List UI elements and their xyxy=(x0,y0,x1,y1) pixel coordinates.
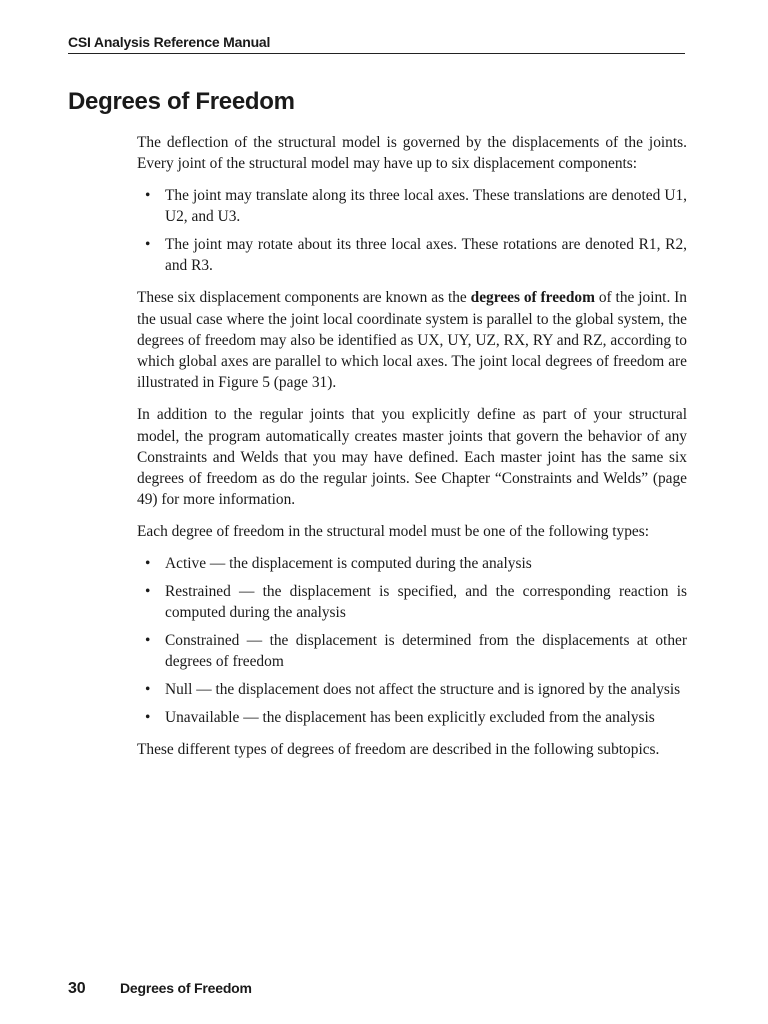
bullet-icon: • xyxy=(145,631,151,649)
bullet-icon: • xyxy=(145,236,151,254)
page-footer xyxy=(68,980,252,998)
bullet-icon: • xyxy=(145,681,151,699)
page-title: Degrees of Freedom xyxy=(68,88,295,115)
list-item xyxy=(137,707,687,728)
bullet-icon: • xyxy=(145,708,151,726)
list-item xyxy=(137,581,687,624)
list-item-text: Constrained — the displacement is determined from the displacements at other degrees of freedom xyxy=(165,631,687,671)
list-item-text: The joint may rotate about its three local axes. These rotations are denoted R1, R2, and R3. xyxy=(165,236,687,275)
bullet-icon: • xyxy=(145,187,151,205)
list-item-text: Unavailable — the displacement has been explicitly excluded from the analysis xyxy=(165,708,655,726)
running-header: CSI Analysis Reference Manual xyxy=(68,34,685,54)
dof-paragraph xyxy=(137,287,687,393)
master-joints-paragraph: In addition to the regular joints that you explicitly define as part of your structural model, the program automatically creates master joints that govern the behavior of any Constraints and Welds that you may have defined. Each master joint has the same six degrees of freedom as do the regular joints. See Chapter “Constraints and Welds” (page 49) for more information. xyxy=(137,406,687,509)
types-intro-paragraph: Each degree of freedom in the structural model must be one of the following types: xyxy=(137,523,650,541)
closing-paragraph: These different types of degrees of freedom are described in the following subtopics. xyxy=(137,740,660,758)
page-number: 30 xyxy=(68,980,86,997)
list-item xyxy=(137,234,687,277)
dof-paragraph-end: of the joint. In the usual case where the joint local coordinate system is parallel to the global system, the degrees of freedom may also be identified as UX, UY, UZ, RX, RY and RZ, according to which global axes are parallel to which local axes. The joint local degrees of freedom are illustrated in Figure 5 (page 31). xyxy=(137,289,687,392)
body-text xyxy=(137,132,687,770)
list-item-text: Null — the displacement does not affect the structure and is ignored by the analysis xyxy=(165,681,681,699)
intro-paragraph: The deflection of the structural model is governed by the displacements of the joints. Every joint of the structural model may have up to six displacement components: xyxy=(137,134,687,173)
motion-list xyxy=(137,185,687,277)
dof-paragraph-start: These six displacement components are known as the xyxy=(137,289,471,307)
bullet-icon: • xyxy=(145,555,151,573)
footer-section-title: Degrees of Freedom xyxy=(120,980,252,996)
list-item-text: The joint may translate along its three local axes. These translations are denoted U1, U2, and U3. xyxy=(165,187,687,226)
list-item xyxy=(137,630,687,673)
dof-types-list xyxy=(137,553,687,728)
dof-term: degrees of freedom xyxy=(470,289,595,307)
list-item xyxy=(137,553,687,574)
list-item xyxy=(137,679,687,700)
list-item-text: Restrained — the displacement is specified, and the corresponding reaction is computed during the analysis xyxy=(165,582,687,622)
list-item xyxy=(137,185,687,228)
bullet-icon: • xyxy=(145,582,151,600)
list-item-text: Active — the displacement is computed during the analysis xyxy=(165,555,532,573)
